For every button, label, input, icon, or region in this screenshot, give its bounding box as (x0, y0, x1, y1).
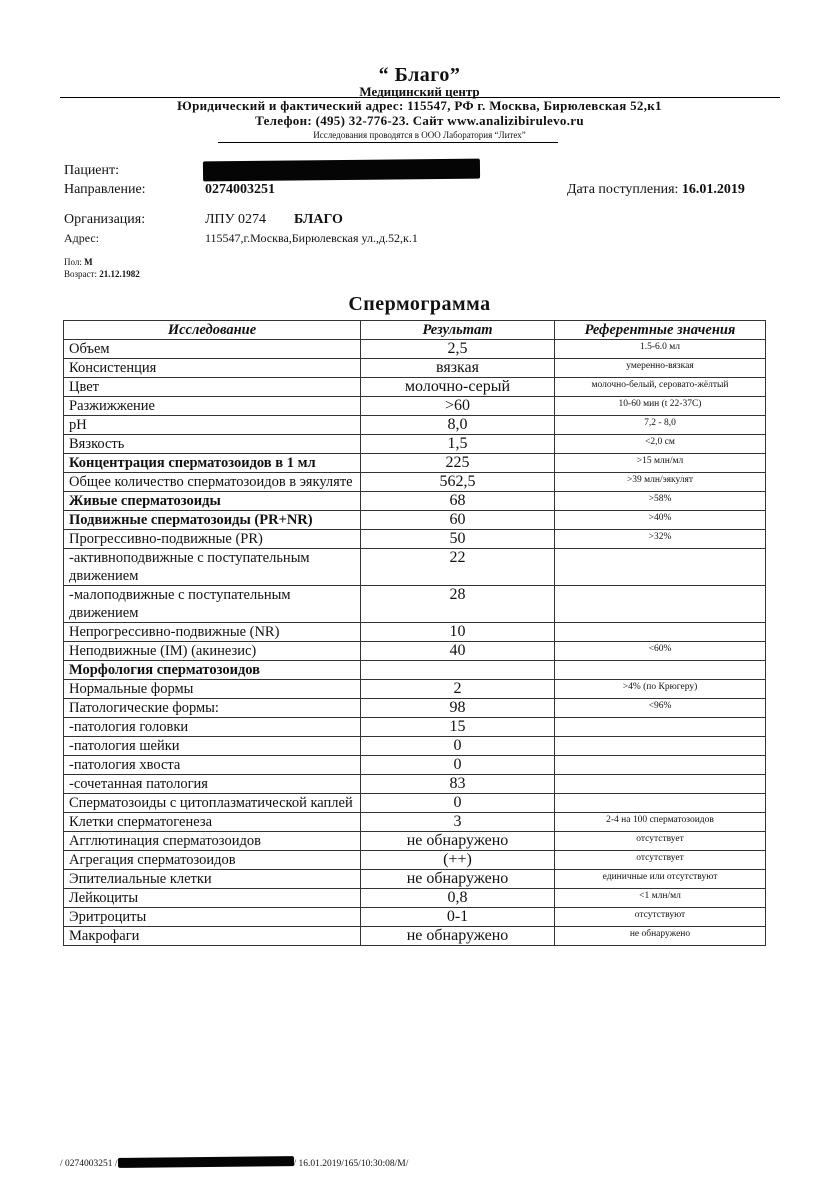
sex-value: М (84, 257, 93, 267)
reference-cell: 10-60 мин (t 22-37C) (555, 397, 766, 416)
reference-cell (555, 586, 766, 623)
reference-cell: не обнаружено (555, 927, 766, 946)
reference-cell: умеренно-вязкая (555, 359, 766, 378)
reference-cell: >4% (по Крюгеру) (555, 680, 766, 699)
table-row (64, 416, 766, 435)
reference-cell: >32% (555, 530, 766, 549)
footer-prefix: / 0274003251 / (60, 1159, 118, 1169)
test-name-cell: Подвижные сперматозоиды (PR+NR) (64, 511, 361, 530)
result-cell: 50 (361, 530, 555, 549)
table-row (64, 718, 766, 737)
table-row (64, 680, 766, 699)
test-name-cell: Неподвижные (IM) (акинезис) (64, 642, 361, 661)
referral-number: 0274003251 (205, 182, 275, 197)
table-row (64, 642, 766, 661)
result-cell: 98 (361, 699, 555, 718)
clinic-address: Юридический и фактический адрес: 115547, РФ г. Москва, Бирюлевская 52,к1 (177, 98, 662, 113)
result-cell: 562,5 (361, 473, 555, 492)
reference-cell (555, 794, 766, 813)
result-cell: 28 (361, 586, 555, 623)
reference-cell: 2-4 на 100 сперматозоидов (555, 813, 766, 832)
result-cell: 0 (361, 756, 555, 775)
test-name-cell: Агрегация сперматозоидов (64, 851, 361, 870)
reference-cell: единичные или отсутствуют (555, 870, 766, 889)
reference-cell: 1.5-6.0 мл (555, 340, 766, 359)
result-cell: 1,5 (361, 435, 555, 454)
table-row (64, 870, 766, 889)
reference-cell: <60% (555, 642, 766, 661)
reference-cell (555, 737, 766, 756)
result-cell: >60 (361, 397, 555, 416)
test-name-cell: -патология хвоста (64, 756, 361, 775)
table-row (64, 378, 766, 397)
test-name-cell: pH (64, 416, 361, 435)
test-name-cell: -патология шейки (64, 737, 361, 756)
test-name-cell: Живые сперматозоиды (64, 492, 361, 511)
test-name-cell: Объем (64, 340, 361, 359)
test-name-cell: -сочетанная патология (64, 775, 361, 794)
test-name-cell: Разжижжение (64, 397, 361, 416)
reference-cell: >15 млн/мл (555, 454, 766, 473)
result-cell: 22 (361, 549, 555, 586)
result-cell: 0 (361, 794, 555, 813)
reference-cell (555, 756, 766, 775)
test-name-cell: -малоподвижные с поступательным движением (64, 586, 361, 623)
table-row (64, 511, 766, 530)
sex-label: Пол: (64, 257, 82, 267)
org-label: Организация: (64, 212, 146, 227)
table-row (64, 661, 766, 680)
result-cell: вязкая (361, 359, 555, 378)
column-header-test: Исследование (64, 321, 361, 340)
org-code: ЛПУ 0274 (205, 212, 267, 227)
report-title: Спермограмма (348, 293, 491, 315)
table-row (64, 359, 766, 378)
result-cell: 0 (361, 737, 555, 756)
result-cell: не обнаружено (361, 832, 555, 851)
result-cell: 40 (361, 642, 555, 661)
result-cell: 3 (361, 813, 555, 832)
table-row (64, 756, 766, 775)
age-label: Возраст: (64, 269, 97, 279)
test-name-cell: -активноподвижные с поступательным движением (64, 549, 361, 586)
reference-cell: отсутствует (555, 832, 766, 851)
result-cell: 225 (361, 454, 555, 473)
reference-cell: >40% (555, 511, 766, 530)
result-cell: 2,5 (361, 340, 555, 359)
result-cell: 0,8 (361, 889, 555, 908)
test-name-cell: Цвет (64, 378, 361, 397)
result-cell: 83 (361, 775, 555, 794)
table-row (64, 530, 766, 549)
results-table-body (64, 340, 766, 946)
patient-name-redaction (203, 159, 480, 182)
reference-cell: отсутствуют (555, 908, 766, 927)
footer-suffix: / 16.01.2019/165/10:30:08/M/ (293, 1159, 409, 1169)
result-cell: 15 (361, 718, 555, 737)
test-name-cell: Вязкость (64, 435, 361, 454)
table-row (64, 623, 766, 642)
clinic-phone-site: Телефон: (495) 32-776-23. Сайт www.analizibirulevo.ru (255, 113, 584, 128)
clinic-name: “ Благо” (378, 64, 461, 86)
table-row (64, 397, 766, 416)
test-name-cell: Лейкоциты (64, 889, 361, 908)
table-row (64, 813, 766, 832)
test-name-cell: Прогрессивно-подвижные (PR) (64, 530, 361, 549)
table-row (64, 775, 766, 794)
result-cell: 60 (361, 511, 555, 530)
result-cell: 68 (361, 492, 555, 511)
reference-cell (555, 718, 766, 737)
patient-label: Пациент: (64, 163, 120, 178)
lab-note-underline (218, 142, 558, 143)
test-name-cell: Агглютинация сперматозоидов (64, 832, 361, 851)
table-row (64, 473, 766, 492)
reference-cell: >39 млн/эякулят (555, 473, 766, 492)
result-cell: не обнаружено (361, 927, 555, 946)
result-cell: 0-1 (361, 908, 555, 927)
result-cell: 8,0 (361, 416, 555, 435)
table-row (64, 586, 766, 623)
reference-cell (555, 661, 766, 680)
age-value: 21.12.1982 (99, 269, 140, 279)
table-row (64, 908, 766, 927)
received-label: Дата поступления: (567, 182, 679, 197)
reference-cell: >58% (555, 492, 766, 511)
test-name-cell: Эритроциты (64, 908, 361, 927)
table-row (64, 851, 766, 870)
reference-cell (555, 549, 766, 586)
reference-cell: молочно-белый, серовато-жёлтый (555, 378, 766, 397)
reference-cell: <96% (555, 699, 766, 718)
test-name-cell: Патологические формы: (64, 699, 361, 718)
lab-note: Исследования проводятся в ООО Лаборатория “Литех” (313, 130, 526, 140)
address-label: Адрес: (64, 231, 100, 245)
result-cell: 10 (361, 623, 555, 642)
reference-cell: <1 млн/мл (555, 889, 766, 908)
age-field (64, 269, 140, 279)
table-row (64, 699, 766, 718)
result-cell: 2 (361, 680, 555, 699)
test-name-cell: Концентрация сперматозоидов в 1 мл (64, 454, 361, 473)
result-cell (361, 661, 555, 680)
reference-cell: отсутствует (555, 851, 766, 870)
reference-cell (555, 623, 766, 642)
table-row (64, 889, 766, 908)
result-cell: не обнаружено (361, 870, 555, 889)
address-value: 115547,г.Москва,Бирюлевская ул.,д.52,к.1 (205, 231, 418, 245)
test-name-cell: Макрофаги (64, 927, 361, 946)
table-row (64, 927, 766, 946)
test-name-cell: Сперматозоиды с цитоплазматической каплей (64, 794, 361, 813)
table-row (64, 435, 766, 454)
table-row (64, 454, 766, 473)
referral-label: Направление: (64, 182, 146, 197)
result-cell: (++) (361, 851, 555, 870)
footer-redaction (117, 1156, 293, 1168)
footer-line (60, 1157, 408, 1169)
clinic-subtitle: Медицинский центр (359, 84, 480, 99)
test-name-cell: Общее количество сперматозоидов в эякуляте (64, 473, 361, 492)
table-row (64, 794, 766, 813)
table-row (64, 737, 766, 756)
received-date-field (567, 182, 745, 198)
table-row (64, 549, 766, 586)
test-name-cell: Консистенция (64, 359, 361, 378)
column-header-reference: Референтные значения (555, 321, 766, 340)
reference-cell (555, 775, 766, 794)
result-cell: молочно-серый (361, 378, 555, 397)
table-header-row (64, 321, 766, 340)
received-date: 16.01.2019 (681, 182, 745, 197)
results-table (63, 320, 766, 946)
table-row (64, 340, 766, 359)
test-name-cell: -патология головки (64, 718, 361, 737)
test-name-cell: Нормальные формы (64, 680, 361, 699)
test-name-cell: Эпителиальные клетки (64, 870, 361, 889)
test-name-cell: Непрогрессивно-подвижные (NR) (64, 623, 361, 642)
org-name: БЛАГО (294, 212, 343, 227)
sex-field (64, 257, 93, 267)
reference-cell: <2,0 см (555, 435, 766, 454)
table-row (64, 832, 766, 851)
test-name-cell: Клетки сперматогенеза (64, 813, 361, 832)
test-name-cell: Морфология сперматозоидов (64, 661, 361, 680)
column-header-result: Результат (361, 321, 555, 340)
reference-cell: 7,2 - 8,0 (555, 416, 766, 435)
table-row (64, 492, 766, 511)
